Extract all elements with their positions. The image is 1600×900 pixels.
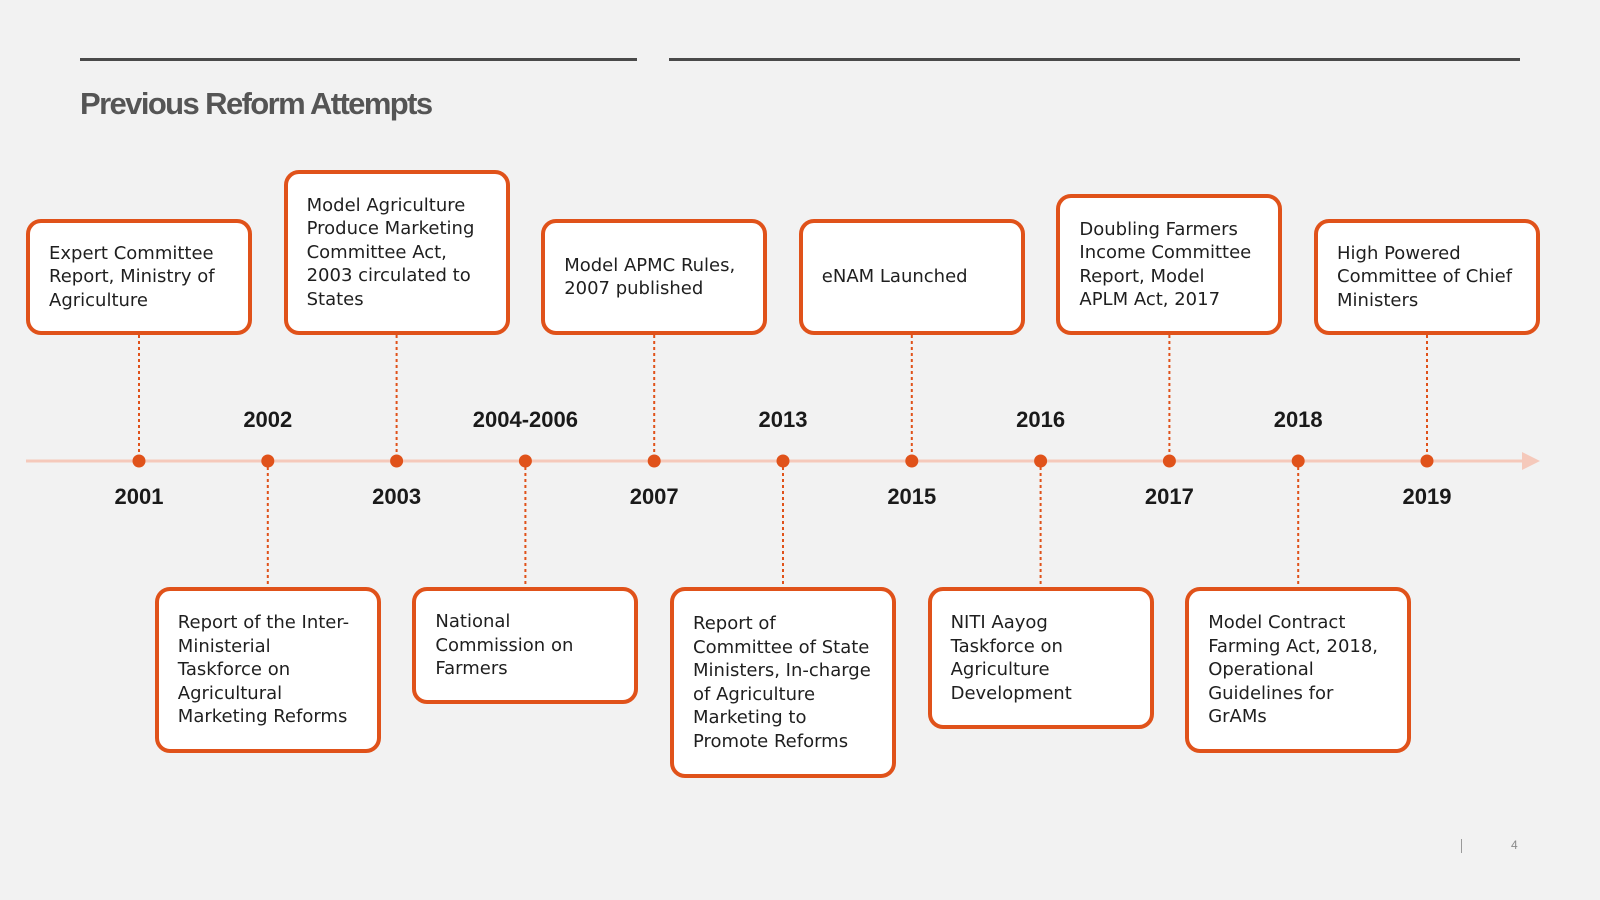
- event-box-2004-2006: National Commission on Farmers: [412, 587, 638, 704]
- timeline-dot-2019: [1421, 455, 1434, 468]
- event-box-2001: Expert Committee Report, Ministry of Agriculture: [26, 219, 252, 335]
- timeline-dot-2016: [1034, 455, 1047, 468]
- timeline-dot-2001: [133, 455, 146, 468]
- event-box-2017: Doubling Farmers Income Committee Report, Model APLM Act, 2017: [1056, 194, 1282, 335]
- event-box-2019: High Powered Committee of Chief Ministers: [1314, 219, 1540, 335]
- year-label-2017: 2017: [1144, 484, 1194, 509]
- timeline-arrow-icon: [1522, 452, 1540, 470]
- timeline-dot-2007: [648, 455, 661, 468]
- event-box-2002: Report of the Inter- Ministerial Taskforce on Agricultural Marketing Reforms: [155, 587, 381, 753]
- year-label-2003: 2003: [372, 484, 422, 509]
- year-label-2016: 2016: [1016, 407, 1066, 432]
- year-label-2019: 2019: [1402, 484, 1452, 509]
- year-label-2018: 2018: [1273, 407, 1323, 432]
- timeline-dot-2004-2006: [519, 455, 532, 468]
- page-number: 4: [1511, 838, 1518, 852]
- event-box-2015: eNAM Launched: [799, 219, 1025, 335]
- event-box-2013: Report of Committee of State Ministers, In-charge of Agriculture Marketing to Promote Reforms: [670, 587, 896, 778]
- year-label-2007: 2007: [629, 484, 679, 509]
- timeline-dot-2013: [777, 455, 790, 468]
- footer-separator: [1461, 839, 1462, 853]
- timeline-dot-2003: [390, 455, 403, 468]
- timeline-dot-2018: [1292, 455, 1305, 468]
- timeline-dot-2015: [905, 455, 918, 468]
- event-box-2018: Model Contract Farming Act, 2018, Operational Guidelines for GrAMs: [1185, 587, 1411, 753]
- timeline-dot-2017: [1163, 455, 1176, 468]
- page-title: Previous Reform Attempts: [80, 86, 432, 121]
- year-label-2015: 2015: [887, 484, 937, 509]
- year-label-2004-2006: 2004-2006: [472, 407, 578, 432]
- event-box-2016: NITI Aayog Taskforce on Agriculture Development: [928, 587, 1154, 729]
- year-label-2002: 2002: [243, 407, 293, 432]
- event-box-2007: Model APMC Rules, 2007 published: [541, 219, 767, 335]
- timeline-dot-2002: [261, 455, 274, 468]
- event-box-2003: Model Agriculture Produce Marketing Committee Act, 2003 circulated to States: [284, 170, 510, 335]
- year-label-2001: 2001: [114, 484, 164, 509]
- year-label-2013: 2013: [758, 407, 808, 432]
